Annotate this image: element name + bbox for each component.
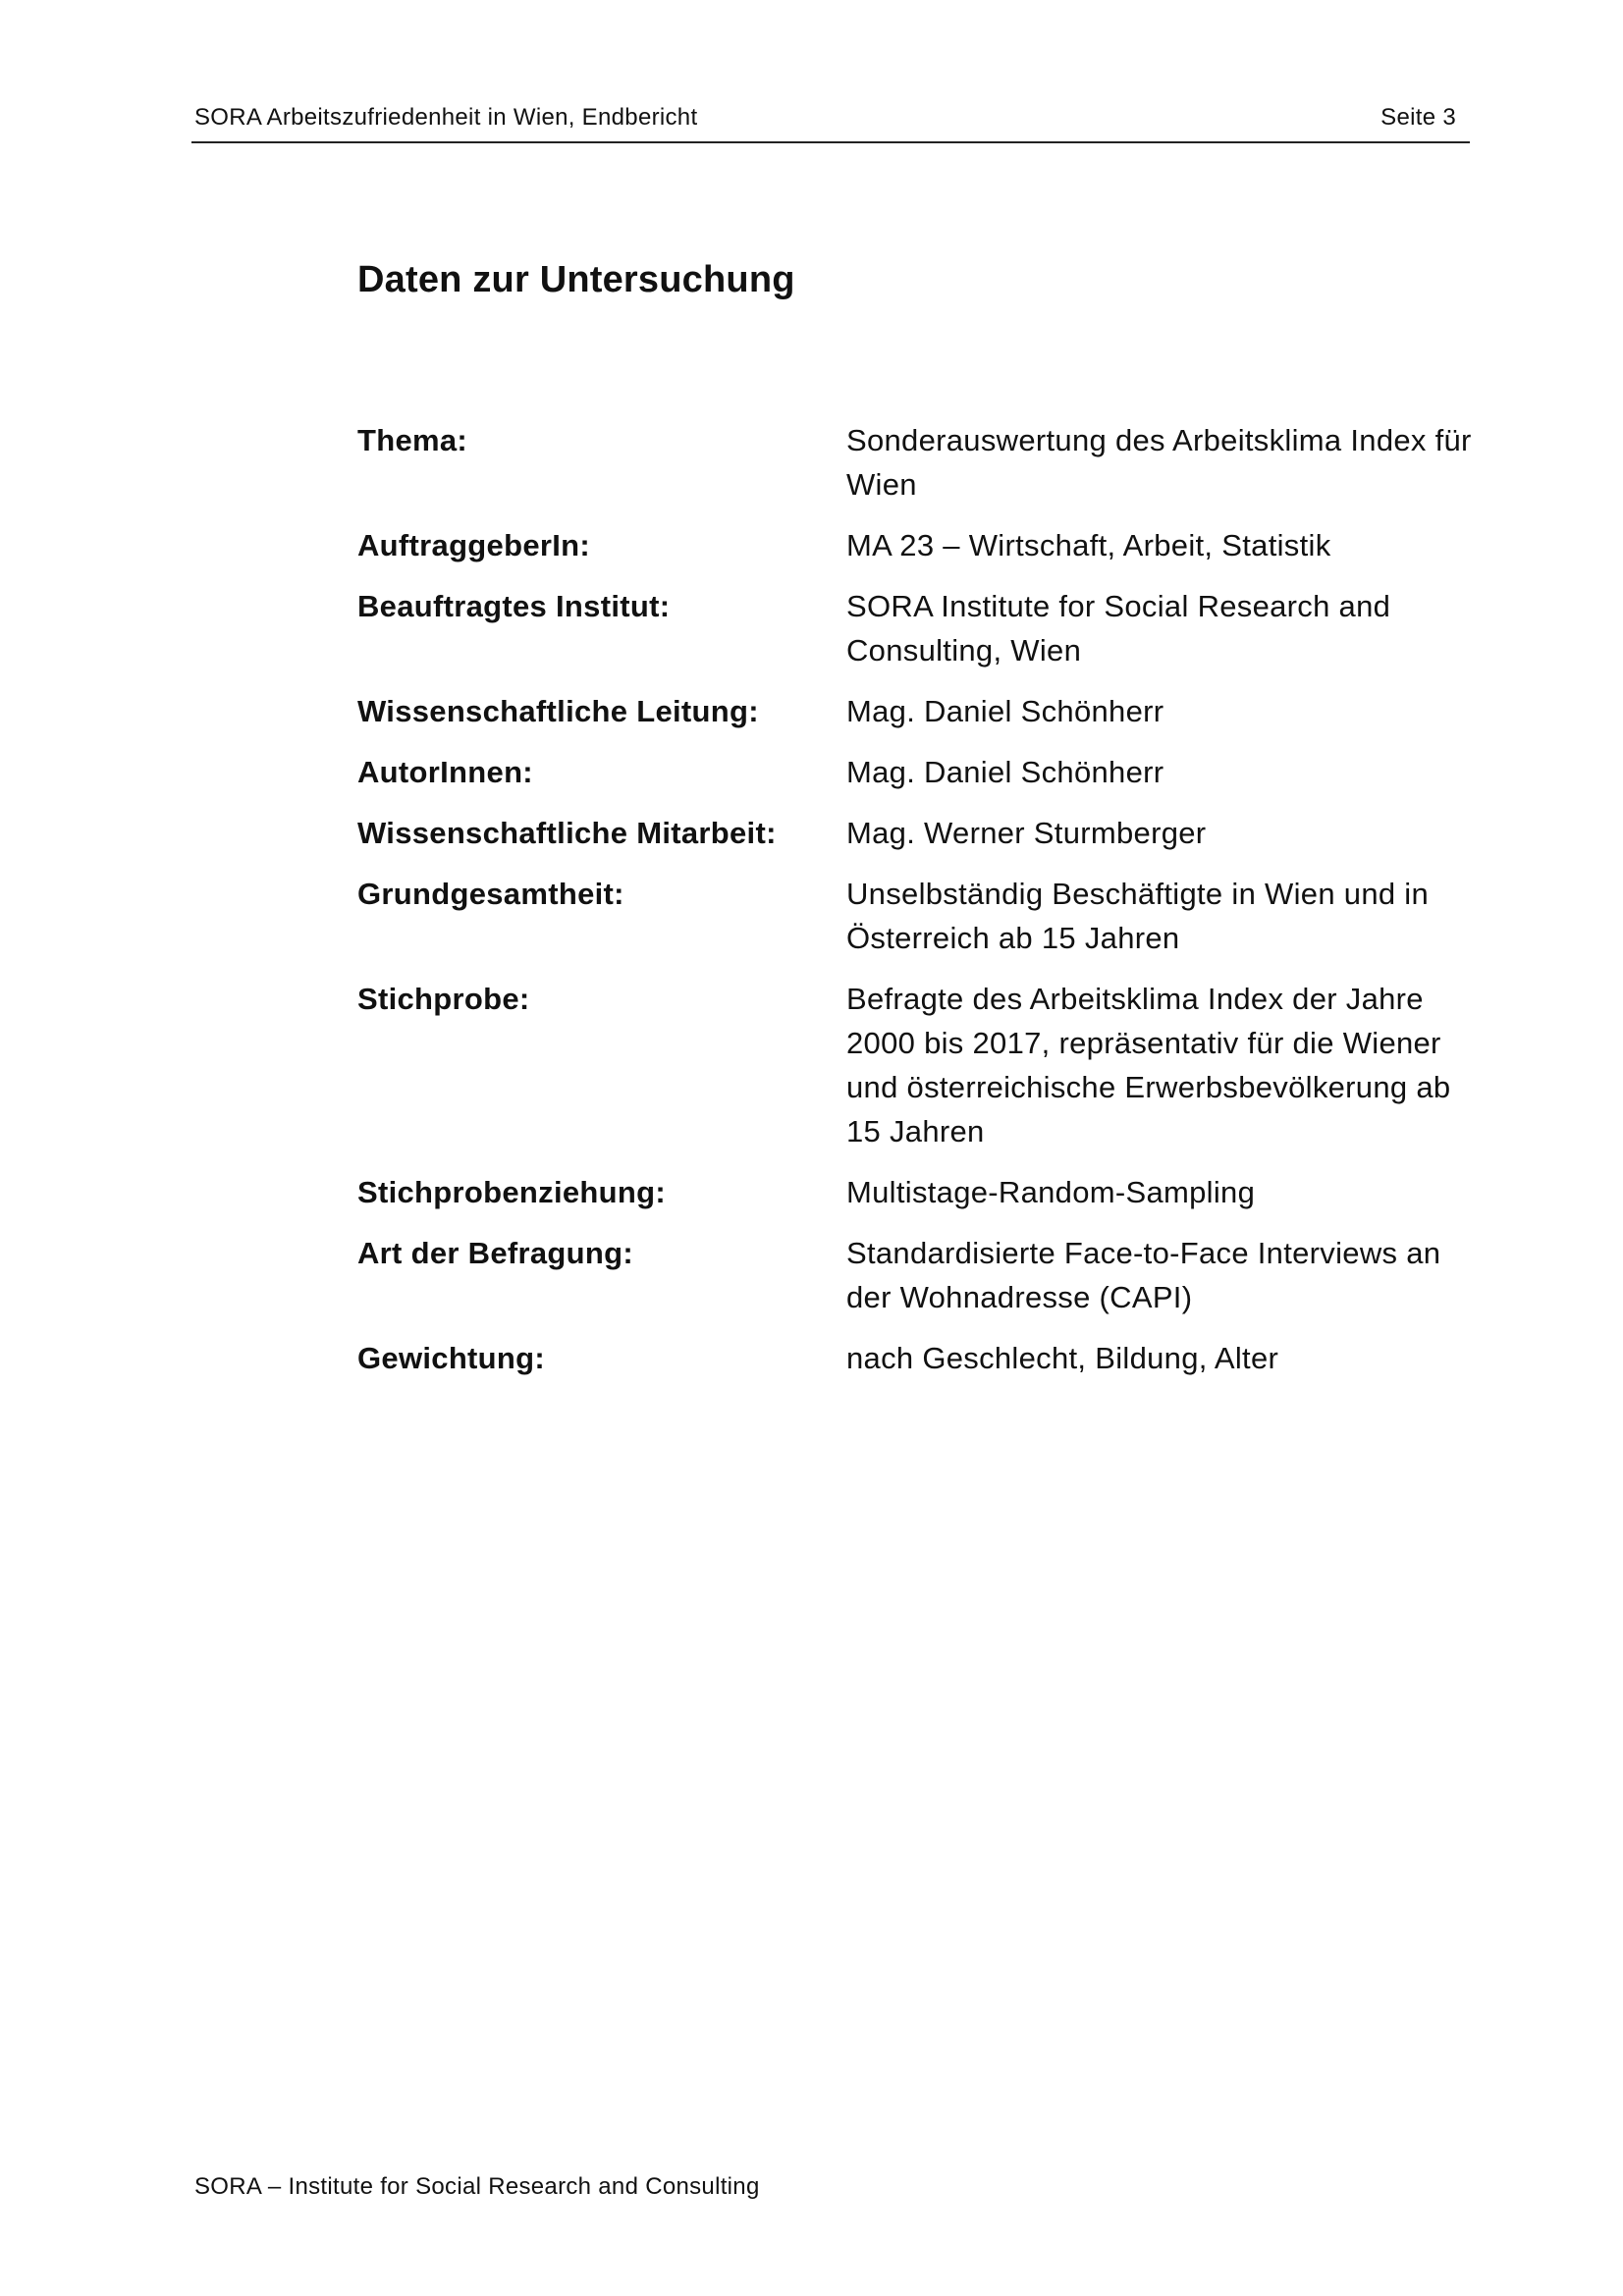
fact-value: Mag. Daniel Schönherr: [846, 694, 1164, 728]
fact-row-autorinnen: [357, 750, 1477, 794]
fact-row-institut: [357, 584, 1477, 672]
fact-value: SORA Institute for Social Research and Consulting, Wien: [846, 589, 1391, 667]
fact-label: AutorInnen:: [357, 755, 533, 789]
page-footer: SORA – Institute for Social Research and Consulting: [194, 2173, 760, 2200]
fact-value: Mag. Werner Sturmberger: [846, 816, 1207, 850]
fact-label: Beauftragtes Institut:: [357, 589, 671, 623]
fact-value: Befragte des Arbeitsklima Index der Jahre 2000 bis 2017, repräsentativ für die Wiener und österreichische Erwerbsbevölkerung ab 15 Jahren: [846, 982, 1451, 1148]
fact-label: Grundgesamtheit:: [357, 877, 624, 911]
header-title: SORA Arbeitszufriedenheit in Wien, Endbericht: [194, 104, 698, 131]
page-title: Daten zur Untersuchung: [357, 259, 795, 300]
fact-label: Wissenschaftliche Mitarbeit:: [357, 816, 777, 850]
page-header: [191, 102, 1470, 143]
fact-row-befragung: [357, 1231, 1477, 1319]
fact-label: AuftraggeberIn:: [357, 528, 590, 562]
fact-label: Gewichtung:: [357, 1341, 546, 1375]
fact-row-auftraggeberin: [357, 523, 1477, 567]
fact-value: Standardisierte Face-to-Face Interviews an der Wohnadresse (CAPI): [846, 1236, 1441, 1314]
fact-value: Mag. Daniel Schönherr: [846, 755, 1164, 789]
fact-label: Stichprobe:: [357, 982, 530, 1016]
fact-label: Stichprobenziehung:: [357, 1175, 666, 1209]
fact-row-thema: [357, 418, 1477, 507]
fact-row-grundgesamtheit: [357, 872, 1477, 960]
fact-value: MA 23 – Wirtschaft, Arbeit, Statistik: [846, 528, 1331, 562]
fact-label: Art der Befragung:: [357, 1236, 633, 1270]
fact-row-gewichtung: [357, 1336, 1477, 1380]
page-number: Seite 3: [1380, 104, 1456, 131]
fact-row-leitung: [357, 689, 1477, 733]
study-facts-table: [357, 418, 1477, 1397]
fact-row-stichprobe: [357, 977, 1477, 1153]
fact-value: Multistage-Random-Sampling: [846, 1175, 1256, 1209]
fact-label: Wissenschaftliche Leitung:: [357, 694, 759, 728]
fact-label: Thema:: [357, 423, 468, 457]
fact-value: Unselbständig Beschäftigte in Wien und in Österreich ab 15 Jahren: [846, 877, 1430, 955]
fact-row-mitarbeit: [357, 811, 1477, 855]
fact-value: Sonderauswertung des Arbeitsklima Index für Wien: [846, 423, 1472, 502]
fact-row-stichprobenziehung: [357, 1170, 1477, 1214]
fact-value: nach Geschlecht, Bildung, Alter: [846, 1341, 1279, 1375]
